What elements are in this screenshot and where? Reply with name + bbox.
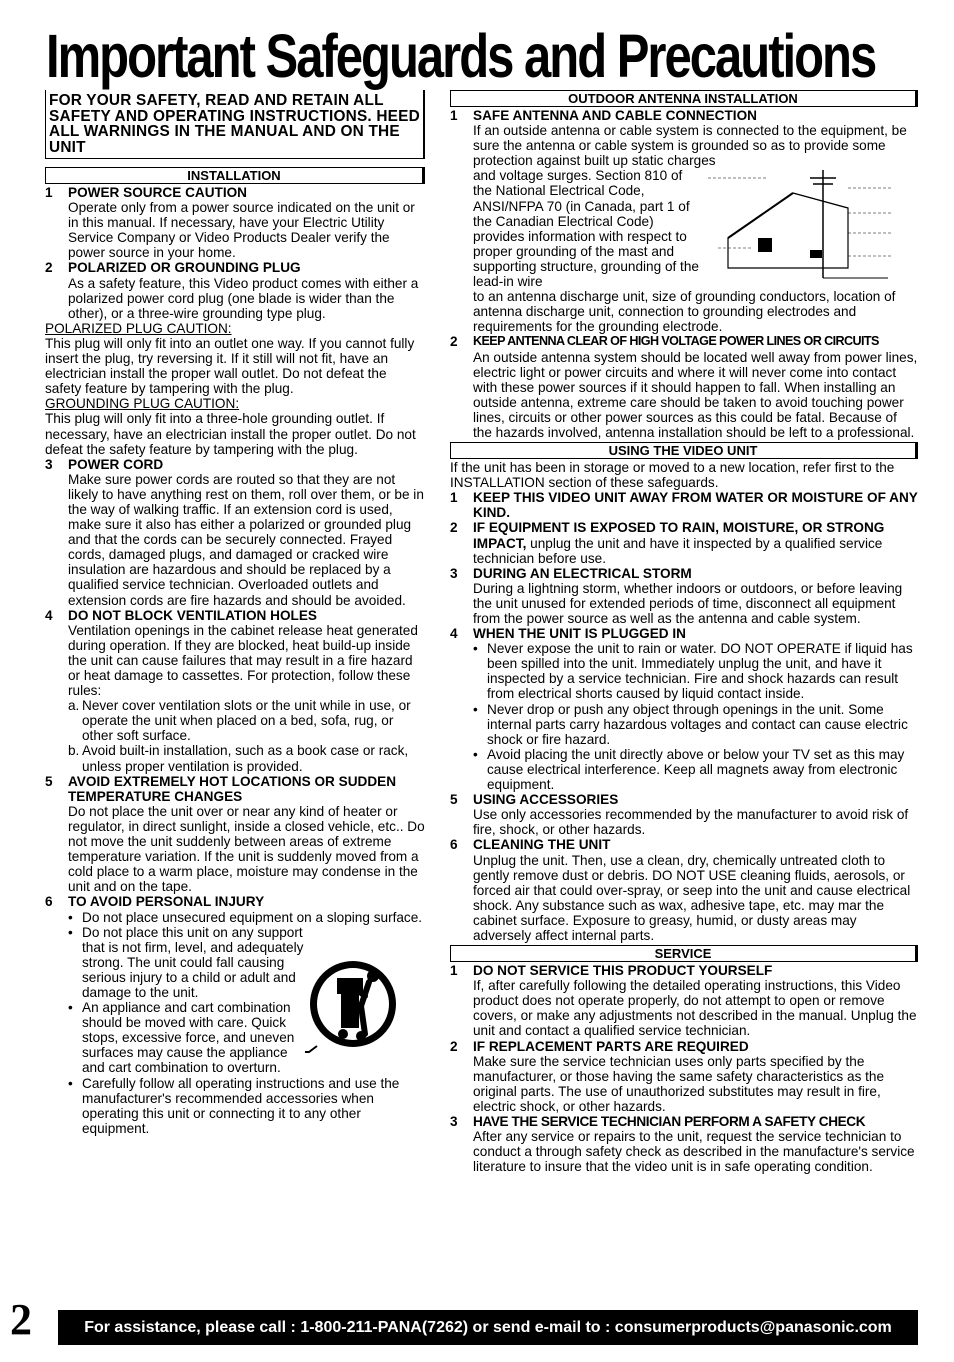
grounding-caution-label: GROUNDING PLUG CAUTION: [45, 396, 240, 412]
item-text: unplug the unit and have it inspected by a qualified service technician before use. [473, 535, 883, 566]
antenna-item-1 [450, 108, 918, 334]
item-heading: POWER CORD [68, 456, 164, 472]
sub-item: • Do not place unsecured equipment on a sloping surface. [68, 909, 423, 925]
grounding-caution-text: This plug will only fit into a three-hole grounding outlet. If necessary, have an electrician install the proper outlet. Do not defeat the safety feature by tampering with the plug. [45, 411, 416, 457]
installation-heading: INSTALLATION [45, 167, 425, 184]
sub-item: b. Avoid built-in installation, such as a book case or rack, unless proper ventilation is provided. [68, 743, 409, 774]
using-item-3 [450, 566, 918, 626]
item-number: 2 [450, 520, 458, 536]
sub-item: • Carefully follow all operating instructions and use the manufacturer's recommended accessories when operating this unit or connecting it to any other equipment. [68, 1075, 400, 1136]
item-heading: KEEP ANTENNA CLEAR OF HIGH VOLTAGE POWER LINES OR CIRCUITS [473, 334, 879, 349]
item-text: Ventilation openings in the cabinet release heat generated during operation. If they are blocked, heat build-up inside the unit can cause failures that may result in a fire hazard or heat damage to cassettes. For protection, follow these rules: [68, 622, 418, 699]
item-number: 1 [450, 963, 458, 979]
item-heading: DO NOT SERVICE THIS PRODUCT YOURSELF [473, 963, 773, 979]
sub-item: • Avoid placing the unit directly above or below your TV set as this may cause electrical interference. Keep all magnets away from electronic equipment. [473, 746, 905, 793]
installation-item-1 [45, 185, 425, 260]
item-heading: AVOID EXTREMELY HOT LOCATIONS OR SUDDEN TEMPERATURE CHANGES [68, 773, 397, 804]
item-number: 5 [45, 773, 53, 789]
using-intro: If the unit has been in storage or moved to a new location, refer first to the INSTALLATION section of these safeguards. [450, 460, 895, 491]
item-text: Make sure power cords are routed so that they are not likely to have anything rest on them, roll over them, or be in the way of walking traffic. If an extension cord is used, make sure it also has either a polarized or grounded plug and that the cords can be securely connected. Frayed cords, damaged plugs, and damaged or cracked wire insulation are hazardous and should be replaced by a qualified service technician. Overloaded outlets and extension cords are fire hazards and should be avoided. [68, 471, 424, 608]
using-item-4 [450, 626, 918, 792]
installation-item-2 [45, 260, 425, 320]
item-number: 2 [45, 260, 53, 276]
assistance-bar [58, 1310, 918, 1345]
polarized-caution-text: This plug will only fit into an outlet one way. If you cannot fully insert the plug, try reversing it. If it still will not fit, have an electrician install the proper wall outlet. Do not defeat the safety feature by tampering with the plug. [45, 335, 415, 397]
item-heading: WHEN THE UNIT IS PLUGGED IN [473, 626, 686, 642]
item-number: 1 [450, 490, 458, 506]
installation-item-4 [45, 608, 425, 774]
item-heading: USING ACCESSORIES [473, 792, 619, 808]
assistance-text: For assistance, please call : 1-800-211-PANA(7262) or send e-mail to : consumerproducts@panasonic.com [84, 1318, 892, 1336]
using-item-2 [450, 520, 918, 565]
item-text: to an antenna discharge unit, size of grounding conductors, location of antenna discharge unit, connection to grounding electrodes and requirements for the grounding electrode. [473, 289, 896, 335]
item-text: If an outside antenna or cable system is connected to the equipment, be sure the antenna or cable system is grounded so as to provide some protection against built up static charges [473, 123, 907, 169]
antenna-item-2 [450, 334, 918, 440]
item-heading: SAFE ANTENNA AND CABLE CONNECTION [473, 108, 757, 123]
item-heading: IF EQUIPMENT IS EXPOSED TO RAIN, MOISTURE, OR STRONG IMPACT, [473, 520, 885, 551]
item-number: 5 [450, 792, 458, 808]
left-column [45, 90, 425, 1136]
outdoor-antenna-heading: OUTDOOR ANTENNA INSTALLATION [450, 90, 918, 107]
item-text: Make sure the service technician uses only parts specified by the manufacturer, or those having the same safety characteristics as the original parts. The use of unauthorized substitutes may result in fire, electric shock, or other hazards. [473, 1053, 885, 1114]
item-number: 3 [450, 1114, 458, 1129]
item-text: Operate only from a power source indicated on the unit or in this manual. If necessary, have your Electric Utility Service Company or Video Products Dealer verify the power source in your home. [68, 200, 415, 261]
item-heading: HAVE THE SERVICE TECHNICIAN PERFORM A SAFETY CHECK [473, 1114, 866, 1129]
sub-item: • Do not place this unit on any support that is not firm, level, and adequately strong. The unit could fall causing serious injury to a child or adult and damage to the unit. [68, 924, 304, 1000]
sub-item: a. Never cover ventilation slots or the unit while in use, or operate the unit when placed on a bed, sofa, rug, or other soft surface. [68, 698, 411, 744]
service-item-3 [450, 1114, 918, 1174]
installation-item-3 [45, 457, 425, 608]
item-number: 6 [45, 894, 53, 910]
antenna-section [473, 168, 918, 289]
item-number: 1 [45, 185, 53, 200]
item-text: After any service or repairs to the unit, request the service technician to conduct a through safety check as described in the manufacture's service literature to insure that the video unit is in safe operating condition. [473, 1129, 915, 1175]
item-text: Do not place the unit over or near any kind of heater or regulator, in direct sunlight, inside a closed vehicle, etc.. Do not move the unit suddenly between areas of extreme temperature variation. If the unit is suddenly moved from a cold place to a warm place, moisture may condense in the unit and on the tape. [68, 803, 425, 895]
item-heading: DURING AN ELECTRICAL STORM [473, 565, 692, 581]
item-heading: CLEANING THE UNIT [473, 837, 611, 853]
page-title: Important Safeguards and Precautions [46, 23, 876, 91]
item-number: 2 [450, 334, 458, 350]
right-column [450, 90, 918, 1174]
sub-item: • Never expose the unit to rain or water. DO NOT OPERATE if liquid has been spilled into the unit. Immediately unplug the unit, and have it inspected by a service technician. Fire and shock hazards can result from electrical shorts caused by liquid contact inside. [473, 641, 913, 702]
item-number: 3 [450, 565, 458, 581]
installation-item-6 [45, 894, 425, 1136]
item-number: 4 [450, 626, 458, 642]
item-text: During a lightning storm, whether indoors or outdoors, or before leaving the unit unused for extended periods of time, disconnect all equipment from the power source as well as the antenna and cable system. [473, 580, 903, 626]
item-text: Unplug the unit. Then, use a clean, dry, chemically untreated cloth to gently remove dust or debris. DO NOT USE cleaning fluids, aerosols, or forced air that could over-spray, or seep into the unit and cause electrical shock. Any substance such as wax, adhesive tape, etc. may mar the cabinet surface. Exposure to greasy, humid, or dusty areas may adversely affect internal parts. [473, 852, 911, 943]
sub-item: • Never drop or push any object through openings in the unit. Some internal parts carry hazardous voltages and contact can cause electric shock or fire hazard. [473, 701, 908, 747]
item-number: 3 [45, 456, 53, 472]
installation-item-5 [45, 774, 425, 895]
cart-warning-icon [303, 946, 398, 1061]
item-number: 2 [450, 1038, 458, 1054]
polarized-caution-label: POLARIZED PLUG CAUTION: [45, 320, 232, 336]
sub-item: • An appliance and cart combination should be moved with care. Quick stops, excessive force, and uneven surfaces may cause the appliance and cart combination to overturn. [68, 1000, 295, 1076]
item-heading: TO AVOID PERSONAL INJURY [68, 894, 265, 910]
service-heading: SERVICE [450, 945, 918, 962]
using-heading: USING THE VIDEO UNIT [450, 442, 918, 459]
item-number: 1 [450, 108, 458, 123]
using-item-6 [450, 837, 918, 943]
item-text: and voltage surges. Section 810 of the National Electrical Code, ANSI/NFPA 70 (in Canada, part 1 of the Canadian Electrical Code) provides information with respect to proper grounding of the mast and supporting structure, grounding of the lead-in wire [473, 168, 699, 290]
using-item-5 [450, 792, 918, 837]
item-text: As a safety feature, this Video product comes with either a polarized power cord plug (one blade is wider than the other), or a three-wire grounding type plug. [68, 275, 419, 321]
using-item-1 [450, 490, 918, 520]
item-heading: IF REPLACEMENT PARTS ARE REQUIRED [473, 1038, 749, 1054]
antenna-grounding-diagram [698, 168, 898, 293]
item-heading: POLARIZED OR GROUNDING PLUG [68, 260, 301, 276]
warning-box: FOR YOUR SAFETY, READ AND RETAIN ALL SAFETY AND OPERATING INSTRUCTIONS. HEED ALL WARNINGS IN THE MANUAL AND ON THE UNIT [45, 90, 425, 159]
item-heading: POWER SOURCE CAUTION [68, 185, 247, 200]
item-heading: KEEP THIS VIDEO UNIT AWAY FROM WATER OR MOISTURE OF ANY KIND. [473, 490, 918, 521]
item-text: An outside antenna system should be located well away from power lines, electric light or power circuits and where it will never come into contact with these power sources if it should happen to fall. When installing an outside antenna, extreme care should be taken to avoid touching power lines, circuits or other power sources as this could be fatal. Because of the hazards involved, antenna installation should be left to a professional. [473, 349, 918, 440]
item-text: Use only accessories recommended by the manufacturer to avoid risk of fire, shock, or other hazards. [473, 807, 909, 838]
item-number: 6 [450, 837, 458, 853]
item-number: 4 [45, 607, 53, 623]
page-number: 2 [10, 1295, 32, 1344]
item-heading: DO NOT BLOCK VENTILATION HOLES [68, 607, 317, 623]
service-item-1 [450, 963, 918, 1038]
service-item-2 [450, 1039, 918, 1114]
item-text: If, after carefully following the detailed operating instructions, this Video product does not operate properly, do not attempt to open or remove covers, or make any adjustments not described in the manual. Unplug the unit and contact a qualified service technician. [473, 978, 917, 1039]
